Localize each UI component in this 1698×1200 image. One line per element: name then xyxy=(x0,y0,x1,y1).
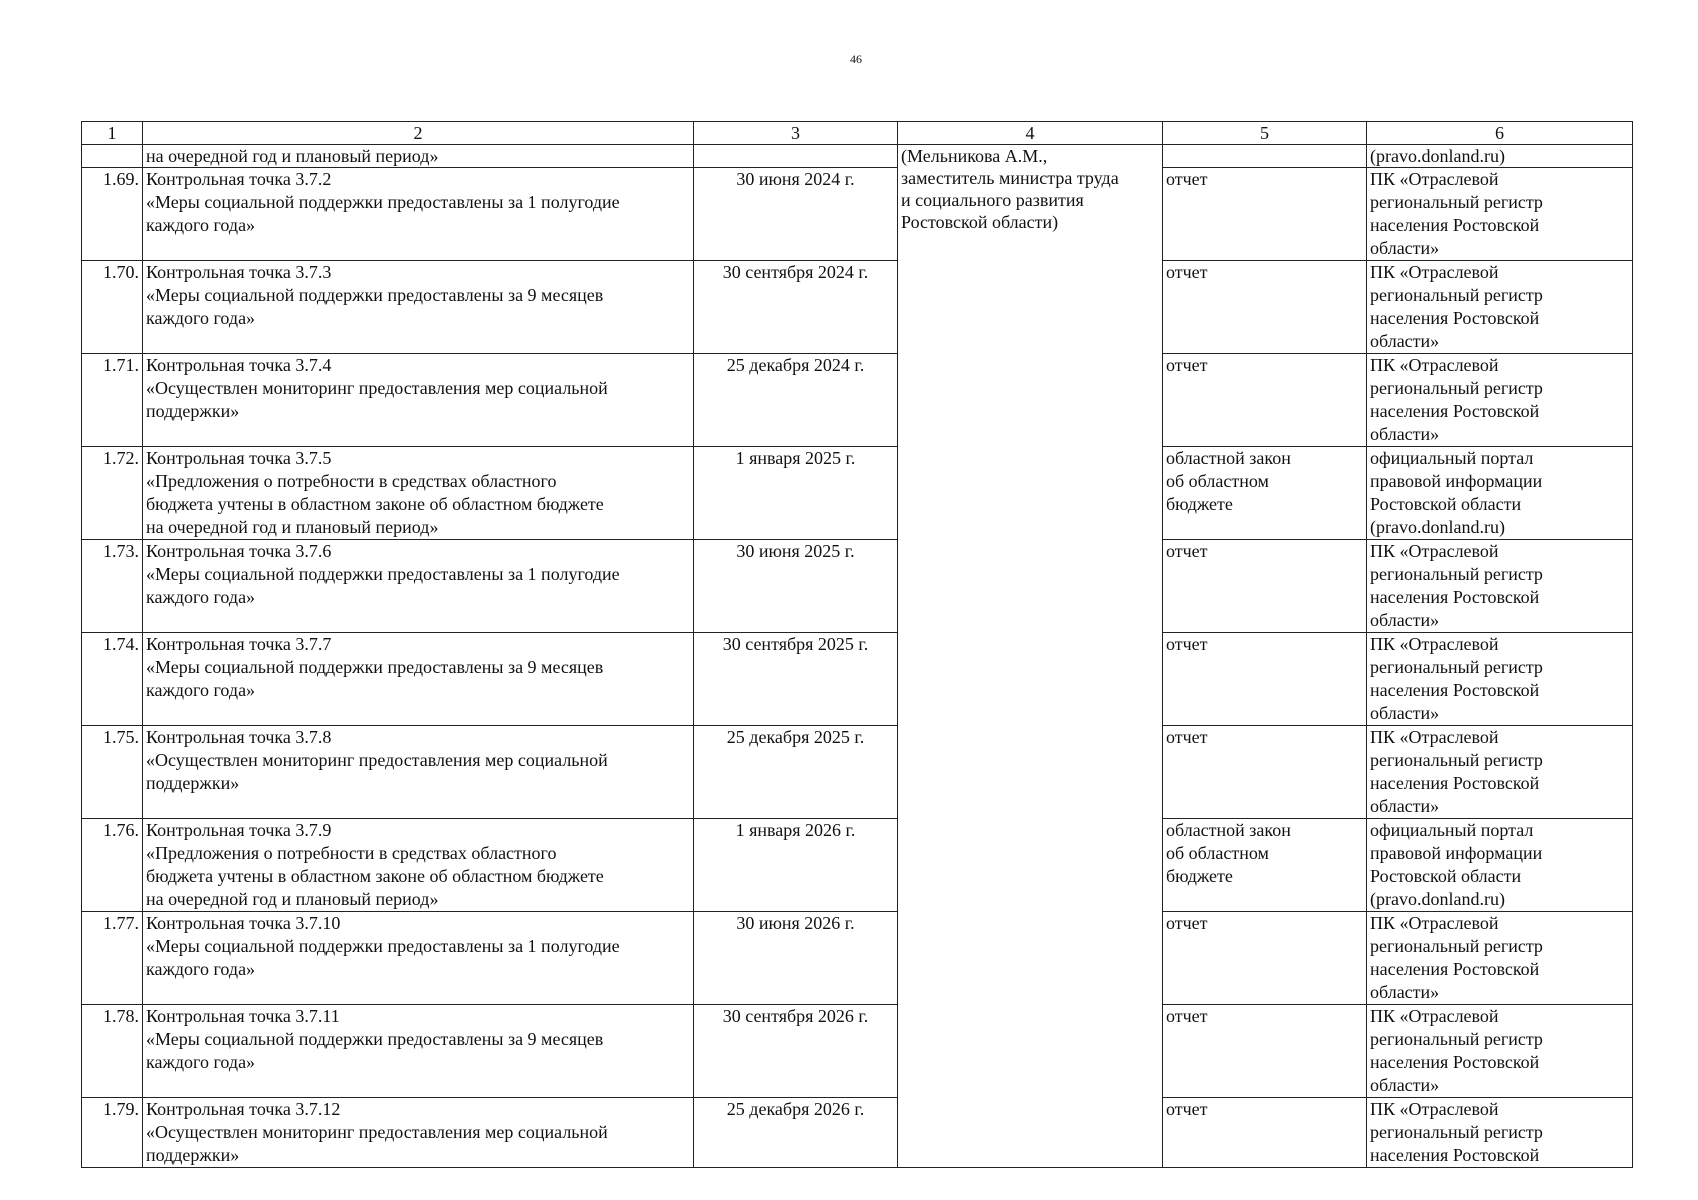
table-row xyxy=(82,819,1633,912)
date-cell: 25 декабря 2026 г. xyxy=(694,1098,898,1168)
result-line: отчет xyxy=(1166,913,1208,933)
result-cell xyxy=(1163,354,1367,447)
continuation-row xyxy=(82,145,1633,168)
system-line: региональный регистр xyxy=(1370,750,1543,770)
system-line: Ростовской области xyxy=(1370,494,1522,514)
result-cell xyxy=(1163,1098,1367,1168)
description-line: каждого года» xyxy=(146,1052,256,1072)
date-cell: 30 сентября 2025 г. xyxy=(694,633,898,726)
result-cell xyxy=(1163,633,1367,726)
system-line: правовой информации xyxy=(1370,471,1543,491)
responsible-person-line: и социального развития xyxy=(901,190,1084,210)
description-cell xyxy=(143,354,694,447)
table-row xyxy=(82,261,1633,354)
system-line: ПК «Отраслевой xyxy=(1370,541,1499,561)
system-line: ПК «Отраслевой xyxy=(1370,727,1499,747)
system-cell xyxy=(1367,168,1633,261)
description-cell xyxy=(143,540,694,633)
description-line: Контрольная точка 3.7.6 xyxy=(146,541,332,561)
description-line: «Осуществлен мониторинг предоставления мер социальной xyxy=(146,750,608,770)
description-line: Контрольная точка 3.7.5 xyxy=(146,448,332,468)
header-cell: 3 xyxy=(694,122,898,145)
date-cell: 30 июня 2026 г. xyxy=(694,912,898,1005)
description-line: бюджета учтены в областном законе об областном бюджете xyxy=(146,494,604,514)
system-cell xyxy=(1367,912,1633,1005)
result-line: областной закон xyxy=(1166,820,1291,840)
system-line: населения Ростовской xyxy=(1370,680,1540,700)
description-line: Контрольная точка 3.7.12 xyxy=(146,1099,341,1119)
row-number-cell: 1.69. xyxy=(82,168,143,261)
description-line: «Меры социальной поддержки предоставлены за 1 полугодие xyxy=(146,564,620,584)
system-line: ПК «Отраслевой xyxy=(1370,634,1499,654)
row-number-cell: 1.78. xyxy=(82,1005,143,1098)
header-cell: 5 xyxy=(1163,122,1367,145)
description-line: «Осуществлен мониторинг предоставления мер социальной xyxy=(146,1122,608,1142)
result-line: отчет xyxy=(1166,1006,1208,1026)
system-cell xyxy=(1367,261,1633,354)
system-line: ПК «Отраслевой xyxy=(1370,913,1499,933)
responsible-person-line: (Мельникова А.М., xyxy=(901,146,1048,166)
table-row xyxy=(82,633,1633,726)
row-number-cell: 1.75. xyxy=(82,726,143,819)
description-line: каждого года» xyxy=(146,215,256,235)
description-line: «Меры социальной поддержки предоставлены за 9 месяцев xyxy=(146,1029,604,1049)
system-line: Ростовской области xyxy=(1370,866,1522,886)
result-line: отчет xyxy=(1166,541,1208,561)
row-number-cell: 1.72. xyxy=(82,447,143,540)
system-cell xyxy=(1367,1005,1633,1098)
description-line: Контрольная точка 3.7.9 xyxy=(146,820,332,840)
responsible-person-cell xyxy=(898,145,1163,1168)
description-line: Контрольная точка 3.7.11 xyxy=(146,1006,340,1026)
description-line: Контрольная точка 3.7.7 xyxy=(146,634,332,654)
result-line: бюджете xyxy=(1166,866,1233,886)
row-number-cell: 1.77. xyxy=(82,912,143,1005)
system-line: области» xyxy=(1370,331,1440,351)
system-line: официальный портал xyxy=(1370,448,1534,468)
description-cell xyxy=(143,912,694,1005)
date-cell: 25 декабря 2024 г. xyxy=(694,354,898,447)
row-number-cell: 1.73. xyxy=(82,540,143,633)
continuation-date-cell xyxy=(694,145,898,168)
system-line: (pravo.donland.ru) xyxy=(1370,889,1505,909)
result-line: об областном xyxy=(1166,471,1269,491)
system-line: населения Ростовской xyxy=(1370,587,1540,607)
result-cell xyxy=(1163,261,1367,354)
system-line: области» xyxy=(1370,610,1440,630)
result-cell xyxy=(1163,447,1367,540)
system-line: области» xyxy=(1370,1075,1440,1095)
table-row xyxy=(82,168,1633,261)
system-line: региональный регистр xyxy=(1370,1122,1543,1142)
result-line: отчет xyxy=(1166,1099,1208,1119)
table-row xyxy=(82,726,1633,819)
system-line: региональный регистр xyxy=(1370,936,1543,956)
date-cell: 1 января 2026 г. xyxy=(694,819,898,912)
system-line: населения Ростовской xyxy=(1370,959,1540,979)
system-cell xyxy=(1367,354,1633,447)
description-line: Контрольная точка 3.7.10 xyxy=(146,913,341,933)
result-cell xyxy=(1163,540,1367,633)
description-line: «Меры социальной поддержки предоставлены за 1 полугодие xyxy=(146,192,620,212)
system-line: ПК «Отраслевой xyxy=(1370,262,1499,282)
description-line: на очередной год и плановый период» xyxy=(146,889,439,909)
result-line: отчет xyxy=(1166,634,1208,654)
result-cell xyxy=(1163,1005,1367,1098)
header-cell: 6 xyxy=(1367,122,1633,145)
system-line: региональный регистр xyxy=(1370,378,1543,398)
header-row xyxy=(82,122,1633,145)
responsible-person-line: Ростовской области) xyxy=(901,212,1059,232)
description-line: каждого года» xyxy=(146,308,256,328)
system-line: населения Ростовской xyxy=(1370,1052,1540,1072)
description-cell xyxy=(143,168,694,261)
description-line: Контрольная точка 3.7.8 xyxy=(146,727,332,747)
row-number-cell: 1.71. xyxy=(82,354,143,447)
result-cell xyxy=(1163,912,1367,1005)
description-line: «Меры социальной поддержки предоставлены за 9 месяцев xyxy=(146,657,604,677)
date-cell: 30 сентября 2026 г. xyxy=(694,1005,898,1098)
row-number-cell: 1.74. xyxy=(82,633,143,726)
result-line: отчет xyxy=(1166,355,1208,375)
date-cell: 30 июня 2025 г. xyxy=(694,540,898,633)
system-line: населения Ростовской xyxy=(1370,773,1540,793)
table-row xyxy=(82,540,1633,633)
result-cell xyxy=(1163,819,1367,912)
description-line: «Меры социальной поддержки предоставлены за 9 месяцев xyxy=(146,285,604,305)
continuation-result-cell xyxy=(1163,145,1367,168)
table-row xyxy=(82,912,1633,1005)
system-line: региональный регистр xyxy=(1370,285,1543,305)
system-line: ПК «Отраслевой xyxy=(1370,169,1499,189)
description-cell xyxy=(143,261,694,354)
description-line: «Меры социальной поддержки предоставлены за 1 полугодие xyxy=(146,936,620,956)
system-line: области» xyxy=(1370,796,1440,816)
date-cell: 30 сентября 2024 г. xyxy=(694,261,898,354)
system-cell xyxy=(1367,540,1633,633)
result-cell xyxy=(1163,726,1367,819)
result-line: об областном xyxy=(1166,843,1269,863)
control-points-table xyxy=(81,121,1633,1168)
description-line: поддержки» xyxy=(146,773,240,793)
description-line: Контрольная точка 3.7.3 xyxy=(146,262,332,282)
row-number-cell: 1.70. xyxy=(82,261,143,354)
description-line: на очередной год и плановый период» xyxy=(146,517,439,537)
header-cell: 1 xyxy=(82,122,143,145)
system-line: региональный регистр xyxy=(1370,657,1543,677)
system-line: области» xyxy=(1370,238,1440,258)
header-cell: 4 xyxy=(898,122,1163,145)
date-cell: 1 января 2025 г. xyxy=(694,447,898,540)
system-cell xyxy=(1367,447,1633,540)
system-line: ПК «Отраслевой xyxy=(1370,1099,1499,1119)
description-cell xyxy=(143,447,694,540)
system-line: области» xyxy=(1370,703,1440,723)
description-line: «Предложения о потребности в средствах областного xyxy=(146,471,557,491)
table-row xyxy=(82,1005,1633,1098)
system-line: правовой информации xyxy=(1370,843,1543,863)
table-row xyxy=(82,1098,1633,1168)
system-line: ПК «Отраслевой xyxy=(1370,355,1499,375)
description-line: каждого года» xyxy=(146,680,256,700)
system-line: официальный портал xyxy=(1370,820,1534,840)
table-row xyxy=(82,354,1633,447)
system-line: населения Ростовской xyxy=(1370,215,1540,235)
description-line: поддержки» xyxy=(146,1145,240,1165)
system-line: населения Ростовской xyxy=(1370,308,1540,328)
continuation-number-cell xyxy=(82,145,143,168)
description-line: бюджета учтены в областном законе об областном бюджете xyxy=(146,866,604,886)
system-line: (pravo.donland.ru) xyxy=(1370,517,1505,537)
table-row xyxy=(82,447,1633,540)
description-cell xyxy=(143,633,694,726)
description-line: Контрольная точка 3.7.4 xyxy=(146,355,332,375)
date-cell: 30 июня 2024 г. xyxy=(694,168,898,261)
header-cell: 2 xyxy=(143,122,694,145)
system-line: населения Ростовской xyxy=(1370,401,1540,421)
system-line: ПК «Отраслевой xyxy=(1370,1006,1499,1026)
system-line: региональный регистр xyxy=(1370,564,1543,584)
description-line: «Предложения о потребности в средствах областного xyxy=(146,843,557,863)
result-line: бюджете xyxy=(1166,494,1233,514)
description-line: «Осуществлен мониторинг предоставления мер социальной xyxy=(146,378,608,398)
date-cell: 25 декабря 2025 г. xyxy=(694,726,898,819)
result-line: отчет xyxy=(1166,169,1208,189)
system-cell xyxy=(1367,633,1633,726)
row-number-cell: 1.76. xyxy=(82,819,143,912)
continuation-description-cell: на очередной год и плановый период» xyxy=(143,145,694,168)
result-cell xyxy=(1163,168,1367,261)
row-number-cell: 1.79. xyxy=(82,1098,143,1168)
result-line: отчет xyxy=(1166,727,1208,747)
responsible-person-line: заместитель министра труда xyxy=(901,168,1119,188)
result-line: областной закон xyxy=(1166,448,1291,468)
description-line: поддержки» xyxy=(146,401,240,421)
system-cell xyxy=(1367,819,1633,912)
system-cell xyxy=(1367,1098,1633,1168)
system-line: региональный регистр xyxy=(1370,192,1543,212)
result-line: отчет xyxy=(1166,262,1208,282)
system-line: региональный регистр xyxy=(1370,1029,1543,1049)
description-cell xyxy=(143,726,694,819)
description-cell xyxy=(143,819,694,912)
description-line: Контрольная точка 3.7.2 xyxy=(146,169,332,189)
page-number: 46 xyxy=(850,52,862,66)
description-line: каждого года» xyxy=(146,959,256,979)
description-cell xyxy=(143,1098,694,1168)
system-line: области» xyxy=(1370,424,1440,444)
system-line: области» xyxy=(1370,982,1440,1002)
system-line: населения Ростовской xyxy=(1370,1145,1540,1165)
description-cell xyxy=(143,1005,694,1098)
system-cell xyxy=(1367,726,1633,819)
continuation-system-cell: (pravo.donland.ru) xyxy=(1367,145,1633,168)
description-line: каждого года» xyxy=(146,587,256,607)
table-body xyxy=(82,122,1633,1168)
